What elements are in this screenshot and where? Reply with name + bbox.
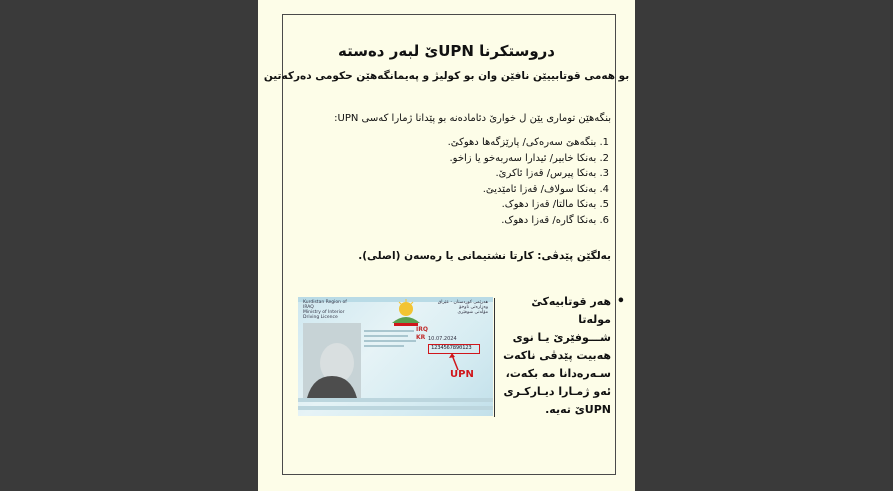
bullet-line: UPNێ تەیە. — [545, 403, 611, 416]
list-item: 6. بەنکا گارە/ قەزا دهوک. — [501, 214, 609, 226]
bullet-line: ئەو ژمـارا دیـارکـری — [503, 385, 611, 398]
upn-number: 1234567890123 — [431, 345, 472, 351]
card-header-right: هەرێمی کوردستان - عێراق وەزارەتی ناوخۆ مۆڵەتی شوفێری — [437, 300, 488, 315]
holder-photo — [303, 323, 361, 398]
bullet-line: هەر قوتابیەکێ مولەتا — [531, 295, 611, 326]
bullet-line: شـــوفێرێ یـا نوی — [512, 331, 611, 344]
bullet-line: هەبیت پێدڤی ناکەت — [503, 349, 611, 362]
list-item: 1. بنگەهێ سەرەکی/ پارێزگەها دهوکێ. — [447, 137, 609, 148]
kurdistan-emblem-icon — [386, 299, 426, 327]
list-item: 2. بەنکا خابیر/ ئیدارا سەربەخو یا زاخو. — [449, 152, 609, 164]
bullet-line: سـەرەدانا مە بکەت، — [505, 367, 611, 380]
required-documents-note: بەلگێن پێدڤی: کارتا نشتیمانی یا رەسەن (اصلی). — [358, 250, 611, 262]
page-title: دروستکرنا UPNێ لبەر دەستە — [337, 42, 555, 60]
card-header-left: Kurdistan Region of IRAQ Ministry of Interior Driving Licence — [303, 300, 347, 320]
document-page — [258, 0, 635, 491]
card-mrz-band-2 — [298, 406, 493, 410]
list-item: 5. بەنکا مالتا/ قەزا دهوک. — [501, 199, 609, 211]
card-field-lines — [364, 327, 416, 350]
country-code: IRQ — [416, 326, 428, 333]
list-item: 4. بەنکا سولاف/ قەزا ئامێدیێ. — [482, 183, 609, 195]
bullet-icon: • — [616, 294, 625, 309]
shoulders-silhouette-icon — [303, 368, 361, 398]
upn-callout-label: UPN — [450, 369, 474, 380]
list-item: 3. بەنکا پیرس/ قەزا ئاکرێ. — [495, 168, 609, 180]
page-subtitle: بو هەمی قوتابییێن نافێن وان بو کولیژ و پەیمانگەهێن حکومی دەرکەتین — [263, 70, 630, 82]
card-date: 10.07.2024 — [428, 336, 457, 342]
driving-licence-bullet — [503, 293, 625, 419]
card-mrz-band-1 — [298, 398, 493, 402]
intro-text: بنگەهێن توماری یێن ل خوارێ دئامادەنە بو پێدانا ژمارا کەسی UPN: — [334, 113, 611, 124]
region-code: KR — [416, 334, 426, 341]
registration-offices-list — [329, 135, 609, 229]
driving-licence-card-image — [298, 297, 493, 416]
separator-line — [494, 298, 495, 417]
